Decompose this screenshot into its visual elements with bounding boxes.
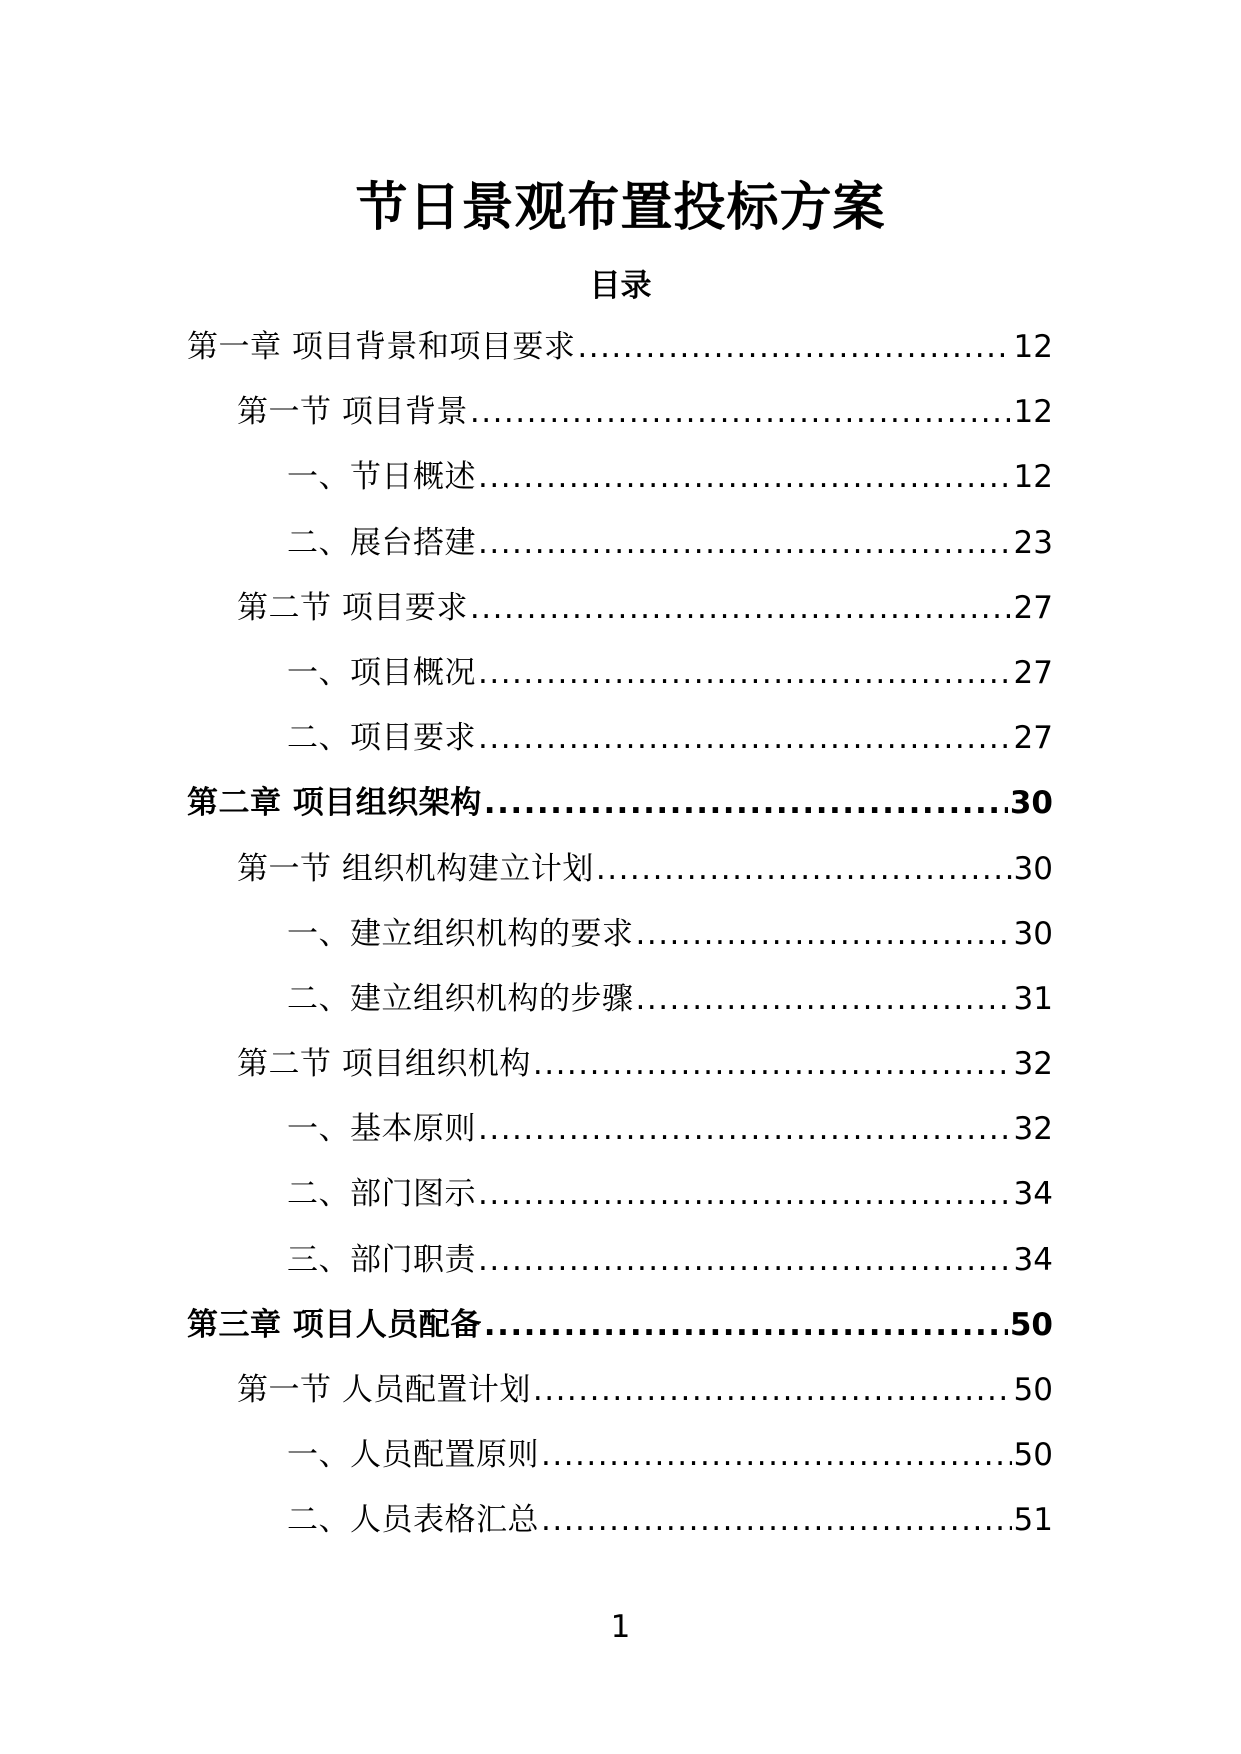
toc-dot-leader [478,457,1012,497]
toc-entry[interactable] [187,1500,1053,1565]
toc-dot-leader [470,588,1012,628]
toc-entry[interactable] [187,849,1053,914]
toc-entry[interactable] [187,653,1053,718]
toc-entry-page: 50 [1013,1437,1053,1474]
toc-entry-title: 三、部门职责 [287,1241,476,1278]
toc-entry-title: 一、建立组织机构的要求 [287,915,634,952]
toc-entry-title: 二、建立组织机构的步骤 [287,980,634,1017]
toc-entry[interactable] [187,392,1053,457]
toc-entry-page: 30 [1009,785,1053,822]
toc-dot-leader [478,1174,1012,1214]
toc-entry-page: 12 [1013,459,1053,496]
toc-entry-page: 30 [1013,850,1053,887]
toc-entry-title: 第一节 项目背景 [237,394,468,431]
toc-heading: 目录 [589,268,652,304]
toc-entry[interactable] [187,914,1053,979]
toc-entry-page: 12 [1013,394,1053,431]
toc-dot-leader [577,327,1011,367]
toc-entry[interactable] [187,1240,1053,1305]
toc-entry-title: 二、项目要求 [287,720,476,757]
toc-dot-leader [596,849,1012,889]
toc-entry-page: 32 [1013,1046,1053,1083]
toc-entry-page: 50 [1013,1372,1053,1408]
toc-dot-leader [541,1500,1012,1540]
toc-entry-page: 27 [1013,589,1053,626]
toc-entry-page: 12 [1013,329,1053,365]
toc-entry-page: 32 [1013,1111,1053,1148]
toc-dot-leader [478,1240,1012,1280]
toc-entry-title: 一、节日概述 [287,459,476,496]
toc-entry-title: 第二节 项目要求 [237,589,468,626]
toc-entry-title: 二、人员表格汇总 [287,1502,539,1539]
toc-dot-leader [478,653,1012,693]
toc-dot-leader [636,979,1012,1019]
toc-entry[interactable] [187,1305,1053,1370]
toc-dot-leader [478,1109,1012,1149]
toc-entry[interactable] [187,1435,1053,1500]
toc-entry-page: 51 [1013,1502,1053,1539]
toc-entry-title: 第二章 项目组织架构 [187,785,482,822]
toc-entry-title: 第二节 项目组织机构 [237,1046,531,1083]
toc-entry-title: 一、基本原则 [287,1111,476,1148]
toc-entry-page: 34 [1013,1176,1053,1213]
toc-entry-page: 27 [1013,720,1053,757]
toc-entry-title: 第一节 人员配置计划 [237,1372,531,1408]
toc-entry[interactable] [187,1370,1053,1435]
toc-entry-page: 34 [1013,1241,1053,1278]
toc-dot-leader [533,1370,1012,1410]
toc-entry-page: 30 [1013,915,1053,952]
toc-entry[interactable] [187,718,1053,783]
toc-entry[interactable] [187,783,1053,848]
toc-entry[interactable] [187,1044,1053,1109]
toc-entry-title: 第一节 组织机构建立计划 [237,850,594,887]
toc-entry-page: 50 [1009,1306,1053,1343]
toc-entry-title: 第三章 项目人员配备 [187,1306,482,1343]
toc-entry[interactable] [187,523,1053,588]
table-of-contents [187,327,1053,1566]
toc-entry-page: 31 [1013,980,1053,1017]
document-title: 节日景观布置投标方案 [355,178,886,238]
toc-entry[interactable] [187,588,1053,653]
toc-dot-leader [478,718,1012,758]
toc-dot-leader [484,1305,1008,1345]
toc-entry[interactable] [187,979,1053,1044]
toc-dot-leader [533,1044,1012,1084]
toc-entry-page: 27 [1013,654,1053,691]
toc-entry-page: 23 [1013,524,1053,561]
toc-entry[interactable] [187,1174,1053,1239]
toc-entry[interactable] [187,327,1053,392]
toc-entry-title: 第一章 项目背景和项目要求 [187,329,576,365]
toc-entry-title: 二、展台搭建 [287,524,476,561]
toc-entry-title: 二、部门图示 [287,1176,476,1213]
toc-dot-leader [541,1435,1012,1475]
toc-entry-title: 一、人员配置原则 [287,1437,539,1474]
toc-dot-leader [478,523,1012,563]
toc-entry-title: 一、项目概况 [287,654,476,691]
toc-dot-leader [636,914,1012,954]
toc-dot-leader [484,783,1008,823]
toc-entry[interactable] [187,457,1053,522]
toc-dot-leader [470,392,1012,432]
page-number: 1 [610,1609,631,1645]
toc-entry[interactable] [187,1109,1053,1174]
